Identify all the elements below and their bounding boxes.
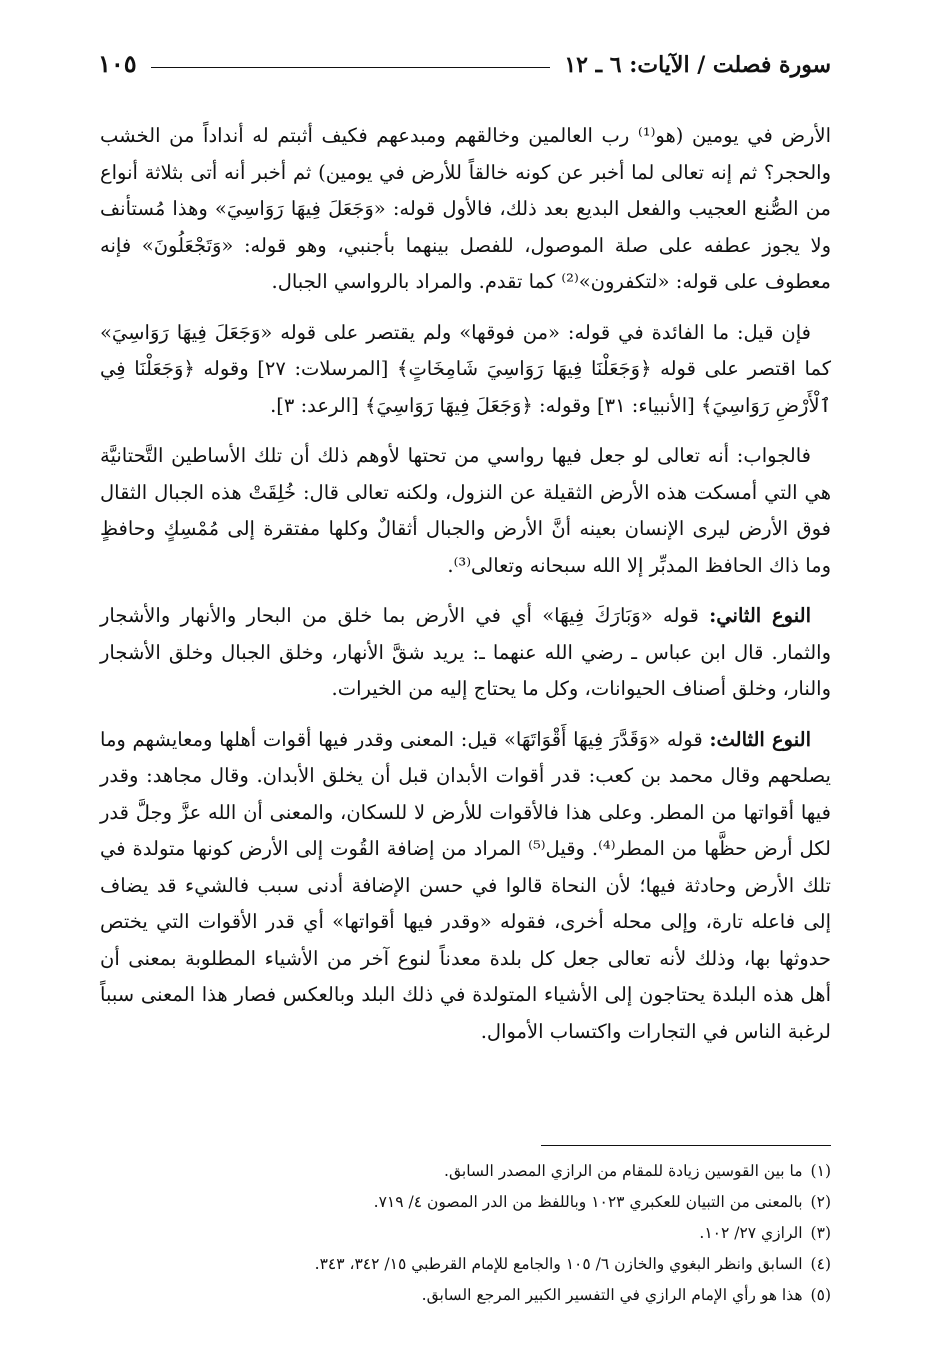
- footnote-item: [100, 1187, 831, 1218]
- footnote-item: [100, 1218, 831, 1249]
- paragraph-text: فالجواب: أنه تعالى لو جعل فيها رواسي من تحتها لأوهم ذلك أن تلك الأساطين التَّحتانيَّة هي التي أمسكت هذه الأرض الثقيلة عن النزول، ولكنه تعالى قال: خُلِقَتْ هذه الجبال الثقال فوق الأرض ليرى الإنسان بعينه أنَّ الأرض والجبال أثقالٌ وكلها مفتقرة إلى مُمْسِكٍ وحافظٍ وما ذاك الحافظ المدبِّر إلا الله سبحانه وتعالى⁽³⁾.: [100, 444, 831, 577]
- section-lead: النوع الثالث:: [709, 727, 811, 751]
- paragraph-text: فإن قيل: ما الفائدة في قوله: «من فوقها» ولم يقتصر على قوله «وَجَعَلَ فِيهَا رَوَاسِيَ» كما اقتصر على قوله ﴿وَجَعَلْنَا فِيهَا رَوَاسِيَ شَامِخَاتٍ﴾ [المرسلات: ٢٧] وقوله ﴿وَجَعَلْنَا فِي ٱلْأَرْضِ رَوَاسِيَ﴾ [الأنبياء: ٣١] وقوله: ﴿وَجَعَلَ فِيهَا رَوَاسِيَ﴾ [الرعد: ٣].: [100, 320, 831, 417]
- footnote-text: الرازي ٢٧/ ١٠٢.: [699, 1224, 803, 1242]
- footnote-number: (٣): [810, 1224, 831, 1242]
- footnote-text: بالمعنى من التبيان للعكبري ١٠٢٣ وباللفظ من الدر المصون ٤/ ٧١٩.: [373, 1193, 803, 1211]
- footnote-number: (١): [810, 1162, 831, 1180]
- footnote-number: (٤): [810, 1255, 831, 1273]
- footnote-item: [100, 1249, 831, 1280]
- footnote-number: (٥): [810, 1286, 831, 1304]
- paragraph-4: [100, 598, 831, 708]
- page-number: ١٠٥: [98, 49, 137, 78]
- paragraph-3: [100, 438, 831, 584]
- paragraph-text: قوله «وَقَدَّرَ فِيهَا أَقْوَاتَهَا» قيل: المعنى وقدر فيها أقوات أهلها ومعايشهم وما يصلحهم وقال محمد بن كعب: قدر أقوات الأبدان قبل أن يخلق الأبدان. وقال مجاهد: وقدر فيها أقواتها من المطر. وعلى هذا فالأقوات للأرض لا للسكان، والمعنى أن الله عزَّ وجلَّ قدر لكل أرض حظَّها من المطر⁽⁴⁾. وقيل⁽⁵⁾ المراد من إضافة القُوت إلى الأرض كونها متولدة في تلك الأرض وحادثة فيها؛ لأن النحاة قالوا في حسن الإضافة أدنى سبب فالشيء قد يضاف إلى فاعله تارة، وإلى محله أخرى، فقوله «وقدر فيها أقواتها» أي قدر الأقوات التي يختص حدوثها بها، وذلك لأنه تعالى جعل كل بلدة معدناً لنوع آخر من الأشياء المطلوبة بمعنى أن أهل هذه البلدة يحتاجون إلى الأشياء المتولدة في ذلك البلد وبالعكس فصار هذا المعنى سبباً لرغبة الناس في التجارات واكتساب الأموال.: [100, 727, 831, 1043]
- page-header: [98, 40, 831, 78]
- footnote-text: ما بين القوسين زيادة للمقام من الرازي المصدر السابق.: [444, 1162, 803, 1180]
- paragraph-text: الأرض في يومين (هو⁽¹⁾ رب العالمين وخالقهم ومبدعهم فكيف أثبتم له أنداداً من الخشب والحجر؟ ثم إنه تعالى لما أخبر عن كونه خالقاً للأرض في يومين) ثم أخبر أنه أتى بثلاثة أنواع من الصُّنع العجيب والفعل البديع بعد ذلك، فالأول قوله: «وَجَعَلَ فِيهَا رَوَاسِيَ» وهذا مُستأنف ولا يجوز عطفه على صلة الموصول، للفصل بينهما بأجنبي، وهو قوله: «وَتَجْعَلُونَ» فإنه معطوف على قوله: «لتكفرون»⁽²⁾ كما تقدم. والمراد بالرواسي الجبال.: [100, 124, 831, 293]
- footnote-text: هذا هو رأي الإمام الرازي في التفسير الكبير المرجع السابق.: [421, 1286, 803, 1304]
- footnotes: [100, 1145, 831, 1311]
- header-rule: [151, 67, 551, 68]
- paragraph-1: [100, 118, 831, 301]
- footnote-divider: [541, 1145, 831, 1146]
- footnote-text: السابق وانظر البغوي والخازن ٦/ ١٠٥ والجامع للإمام القرطبي ١٥/ ٣٤٢، ٣٤٣.: [314, 1255, 803, 1273]
- footnote-number: (٢): [810, 1193, 831, 1211]
- header-title: سورة فصلت / الآيات: ٦ ـ ١٢: [564, 52, 831, 78]
- paragraph-5: [100, 722, 831, 1051]
- paragraph-2: [100, 315, 831, 425]
- footnote-item: [100, 1156, 831, 1187]
- footnote-item: [100, 1280, 831, 1311]
- section-lead: النوع الثاني:: [709, 604, 811, 627]
- paragraph-text: قوله «وَبَارَكَ فِيهَا» أي في الأرض بما خلق من البحار والأنهار والأشجار والثمار. قال ابن عباس ـ رضي الله عنهما ـ: يريد شقَّ الأنهار، وخلق الجبال وخلق الأشجار والنار، وخلق أصناف الحيوانات، وكل ما يحتاج إليه من الخيرات.: [100, 604, 831, 700]
- main-text: [100, 118, 831, 1064]
